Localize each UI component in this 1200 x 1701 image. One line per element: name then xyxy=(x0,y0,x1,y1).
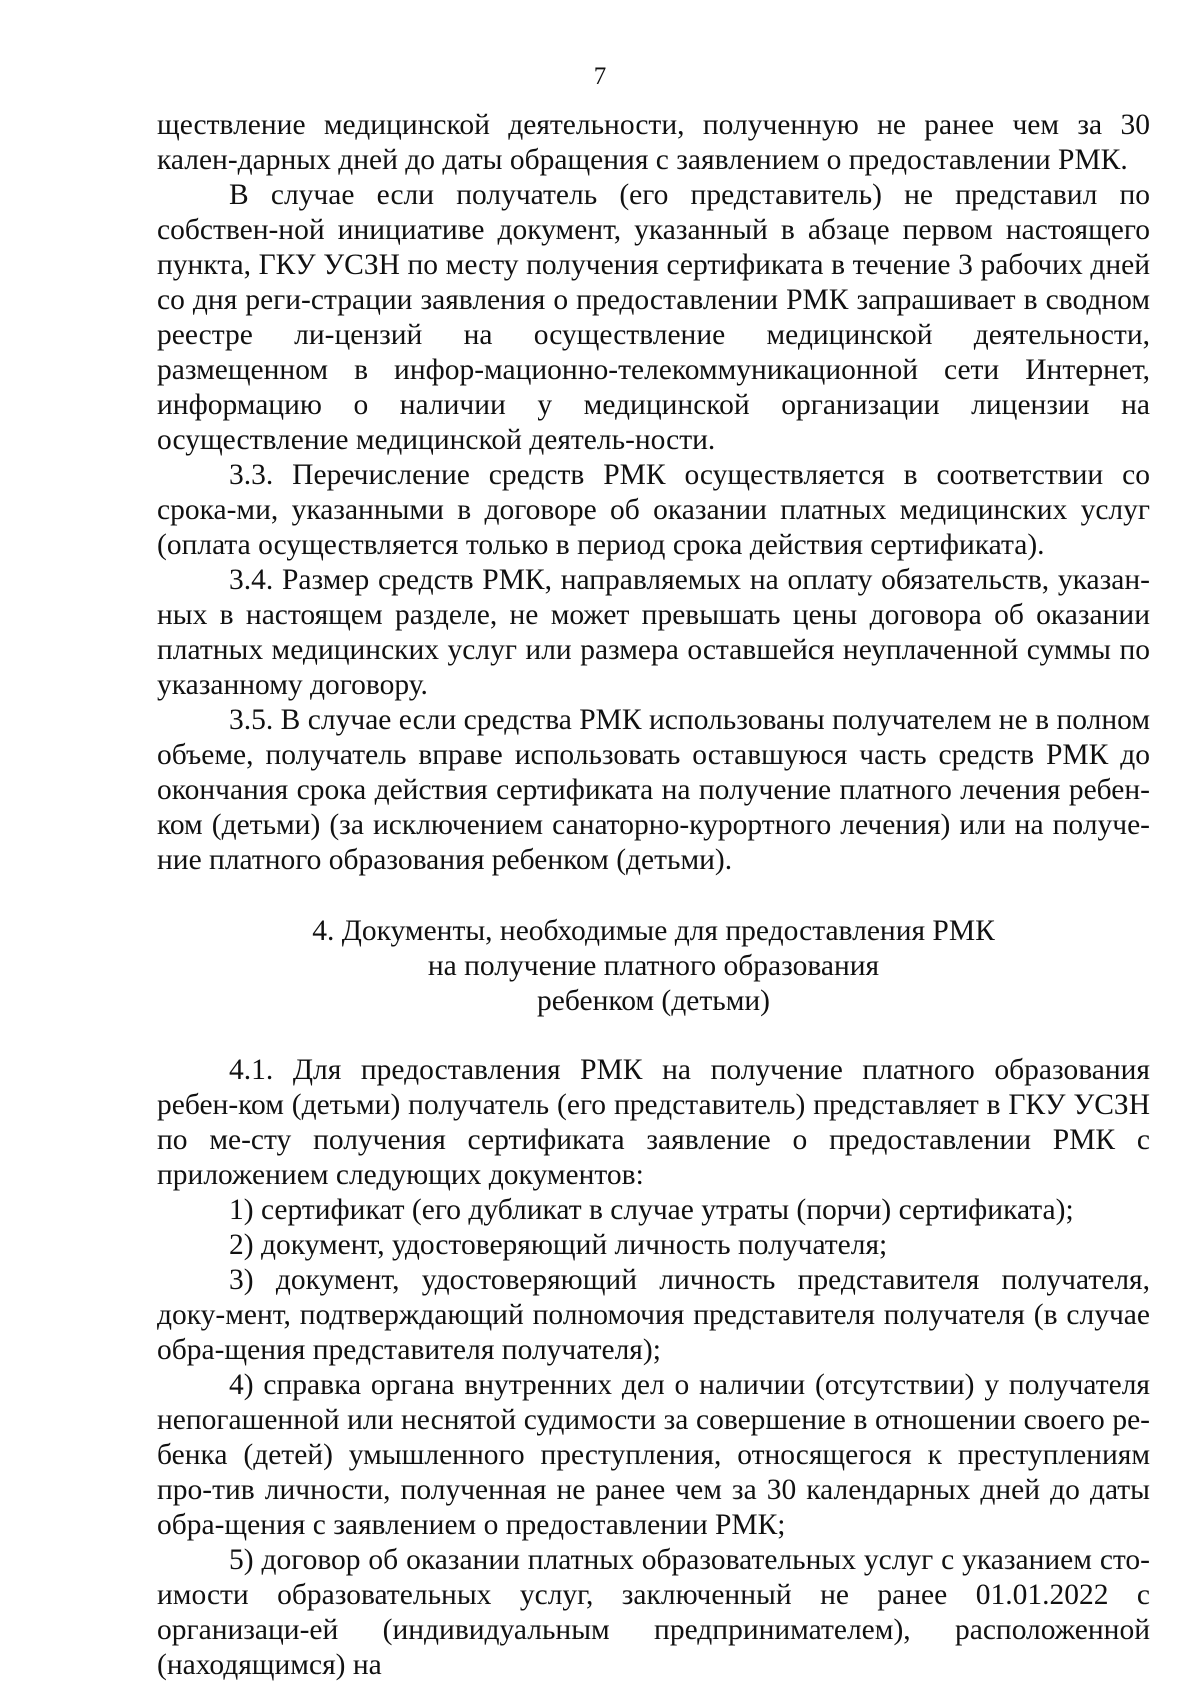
paragraph-license-request: В случае если получатель (его представитель) не представил по собствен-ной инициативе документ, указанный в абзаце первом настоящего пункта, ГКУ УСЗН по месту получения сертификата в течение 3 рабочих дней со дня реги-страции заявления о предоставлении РМК запрашивает в сводном реестре ли-цензий на осуществление медицинской деятельности, размещенном в инфор-мационно-телекоммуникационной сети Интернет, информацию о наличии у медицинской организации лицензии на осуществление медицинской деятель-ности. xyxy=(157,179,1150,456)
list-item-4: 4) справка органа внутренних дел о наличии (отсутствии) у получателя непогашенной или неснятой судимости за совершение в отношении своего ре-бенка (детей) умышленного преступления, относящегося к преступлениям про-тив личности, полученная не ранее чем за 30 календарных дней до даты обра-щения с заявлением о предоставлении РМК; xyxy=(157,1369,1150,1541)
list-item-2: 2) документ, удостоверяющий личность получателя; xyxy=(229,1229,888,1261)
section-heading-line-1: 4. Документы, необходимые для предоставления РМК xyxy=(312,915,995,947)
paragraph-continuation: ществление медицинской деятельности, полученную не ранее чем за 30 кален-дарных дней до даты обращения с заявлением о предоставлении РМК. xyxy=(157,109,1150,176)
section-heading xyxy=(157,914,1150,1019)
list-item-1: 1) сертификат (его дубликат в случае утраты (порчи) сертификата); xyxy=(229,1194,1074,1226)
paragraph-3-3: 3.3. Перечисление средств РМК осуществляется в соответствии со срока-ми, указанными в договоре об оказании платных медицинских услуг (оплата осуществляется только в период срока действия сертификата). xyxy=(157,459,1150,561)
document-body xyxy=(157,108,1150,1683)
paragraph-3-5: 3.5. В случае если средства РМК использованы получателем не в полном объеме, получатель вправе использовать оставшуюся часть средств РМК до окончания срока действия сертификата на получение платного лечения ребен-ком (детьми) (за исключением санаторно-курортного лечения) или на получе-ние платного образования ребенком (детьми). xyxy=(157,704,1150,876)
list-item-3: 3) документ, удостоверяющий личность представителя получателя, доку-мент, подтверждающий полномочия представителя получателя (в случае обра-щения представителя получателя); xyxy=(157,1264,1150,1366)
section-heading-line-3: ребенком (детьми) xyxy=(537,985,770,1017)
page-number: 7 xyxy=(593,63,607,90)
paragraph-3-4: 3.4. Размер средств РМК, направляемых на оплату обязательств, указан-ных в настоящем разделе, не может превышать цены договора об оказании платных медицинских услуг или размера оставшейся неуплаченной суммы по указанному договору. xyxy=(157,564,1150,701)
section-heading-line-2: на получение платного образования xyxy=(427,950,880,982)
paragraph-4-1: 4.1. Для предоставления РМК на получение платного образования ребен-ком (детьми) получатель (его представитель) представляет в ГКУ УСЗН по ме-сту получения сертификата заявление о предоставлении РМК с приложением следующих документов: xyxy=(157,1054,1150,1191)
list-item-5: 5) договор об оказании платных образовательных услуг с указанием сто-имости образовательных услуг, заключенный не ранее 01.01.2022 с организаци-ей (индивидуальным предпринимателем), расположенной (находящимся) на xyxy=(157,1544,1150,1681)
